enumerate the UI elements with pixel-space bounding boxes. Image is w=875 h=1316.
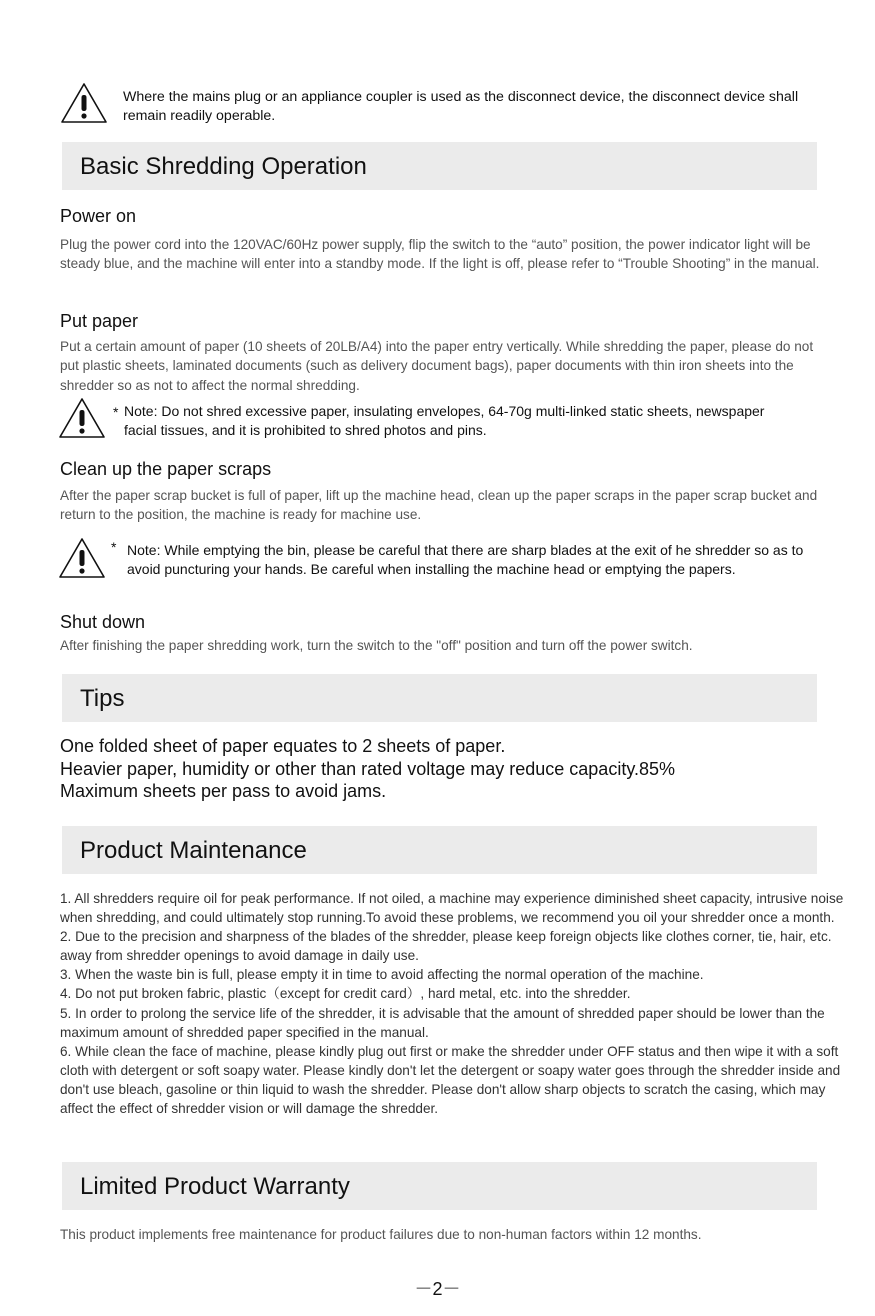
shut-down-heading: Shut down xyxy=(60,612,146,632)
maintenance-item: 1. All shredders require oil for peak performance. If not oiled, a machine may experience diminished sheet capacity, intrusive noise when shredding, and could ultimately stop running.To avoid these problems, we recommend you oil your shredder once a month. xyxy=(60,891,844,926)
maintenance-item: 5. In order to prolong the service life of the shredder, it is advisable that the amount of shredded paper should be lower than the maximum amount of shredded paper specified in the manual. xyxy=(60,1005,825,1040)
clean-up-body: After the paper scrap bucket is full of paper, lift up the machine head, clean up the paper scraps in the paper scrap bucket and return to the position, the machine is ready for machine use. xyxy=(60,488,818,523)
power-on-heading: Power on xyxy=(60,206,137,226)
section-title: Limited Product Warranty xyxy=(80,1173,350,1200)
note-asterisk: * xyxy=(113,404,119,420)
maintenance-item: 6. While clean the face of machine, please kindly plug out first or make the shredder under OFF status and then wipe it with a soft cloth with detergent or soft soapy water. Please kindly don't let the detergent or soapy water goes through the shredder inside and don't use bleach, gasoline or thin liquid to wash the shredder. Please don't allow sharp objects to scratch the casing, which may affect the effect of shredder vision or will damage the shredder. xyxy=(60,1043,841,1117)
warning-triangle-icon xyxy=(60,82,108,124)
warranty-body: This product implements free maintenance for product failures due to non-human factors within 12 months. xyxy=(60,1227,702,1242)
tip-line: Heavier paper, humidity or other than rated voltage may reduce capacity.85% xyxy=(60,758,676,779)
disconnect-warning-text: Where the mains plug or an appliance coupler is used as the disconnect device, the disconnect device shall remain readily operable. xyxy=(123,89,799,124)
clean-up-note: Note: While emptying the bin, please be careful that there are sharp blades at the exit of he shredder so as to avoid puncturing your hands. Be careful when installing the machine head or emptying the papers. xyxy=(127,542,804,577)
section-title: Tips xyxy=(80,685,125,712)
maintenance-item: 3. When the waste bin is full, please empty it in time to avoid affecting the normal operation of the machine. xyxy=(60,967,704,983)
section-header-tips xyxy=(62,674,817,722)
warning-triangle-icon xyxy=(58,537,106,579)
tips-list xyxy=(60,735,820,803)
maintenance-item: 4. Do not put broken fabric, plastic（except for credit card）, hard metal, etc. into the shredder. xyxy=(60,986,631,1002)
put-paper-body: Put a certain amount of paper (10 sheets of 20LB/A4) into the paper entry vertically. While shredding the paper, please do not put plastic sheets, laminated documents (such as delivery document bags), paper documents with thin iron sheets into the shredder so as not to affect the normal shredding. xyxy=(60,339,814,393)
shut-down-body: After finishing the paper shredding work, turn the switch to the "off" position and turn off the power switch. xyxy=(60,638,693,653)
tip-line: Maximum sheets per pass to avoid jams. xyxy=(60,781,387,801)
clean-up-heading: Clean up the paper scraps xyxy=(60,459,272,479)
section-title: Product Maintenance xyxy=(80,837,307,864)
page-number: －2－ xyxy=(414,1279,461,1299)
put-paper-note: Note: Do not shred excessive paper, insulating envelopes, 64-70g multi-linked static sheets, newspaper facial tissues, and it is prohibited to shred photos and pins. xyxy=(124,403,765,438)
power-on-body: Plug the power cord into the 120VAC/60Hz power supply, flip the switch to the “auto” position, the power indicator light will be steady blue, and the machine will enter into a standby mode. If the light is off, please refer to “Trouble Shooting” in the manual. xyxy=(60,237,820,272)
maintenance-item: 2. Due to the precision and sharpness of the blades of the shredder, please keep foreign objects like clothes corner, tie, hair, etc. away from shredder openings to avoid damage in daily use. xyxy=(60,929,832,964)
tip-line: One folded sheet of paper equates to 2 sheets of paper. xyxy=(60,736,506,756)
maintenance-list xyxy=(60,889,844,1118)
section-header-warranty xyxy=(62,1162,817,1210)
section-header-maintenance xyxy=(62,826,817,874)
section-title: Basic Shredding Operation xyxy=(80,153,367,180)
section-header-basic xyxy=(62,142,817,190)
note-asterisk: * xyxy=(111,539,117,555)
warning-triangle-icon xyxy=(58,397,106,439)
put-paper-heading: Put paper xyxy=(60,311,139,331)
